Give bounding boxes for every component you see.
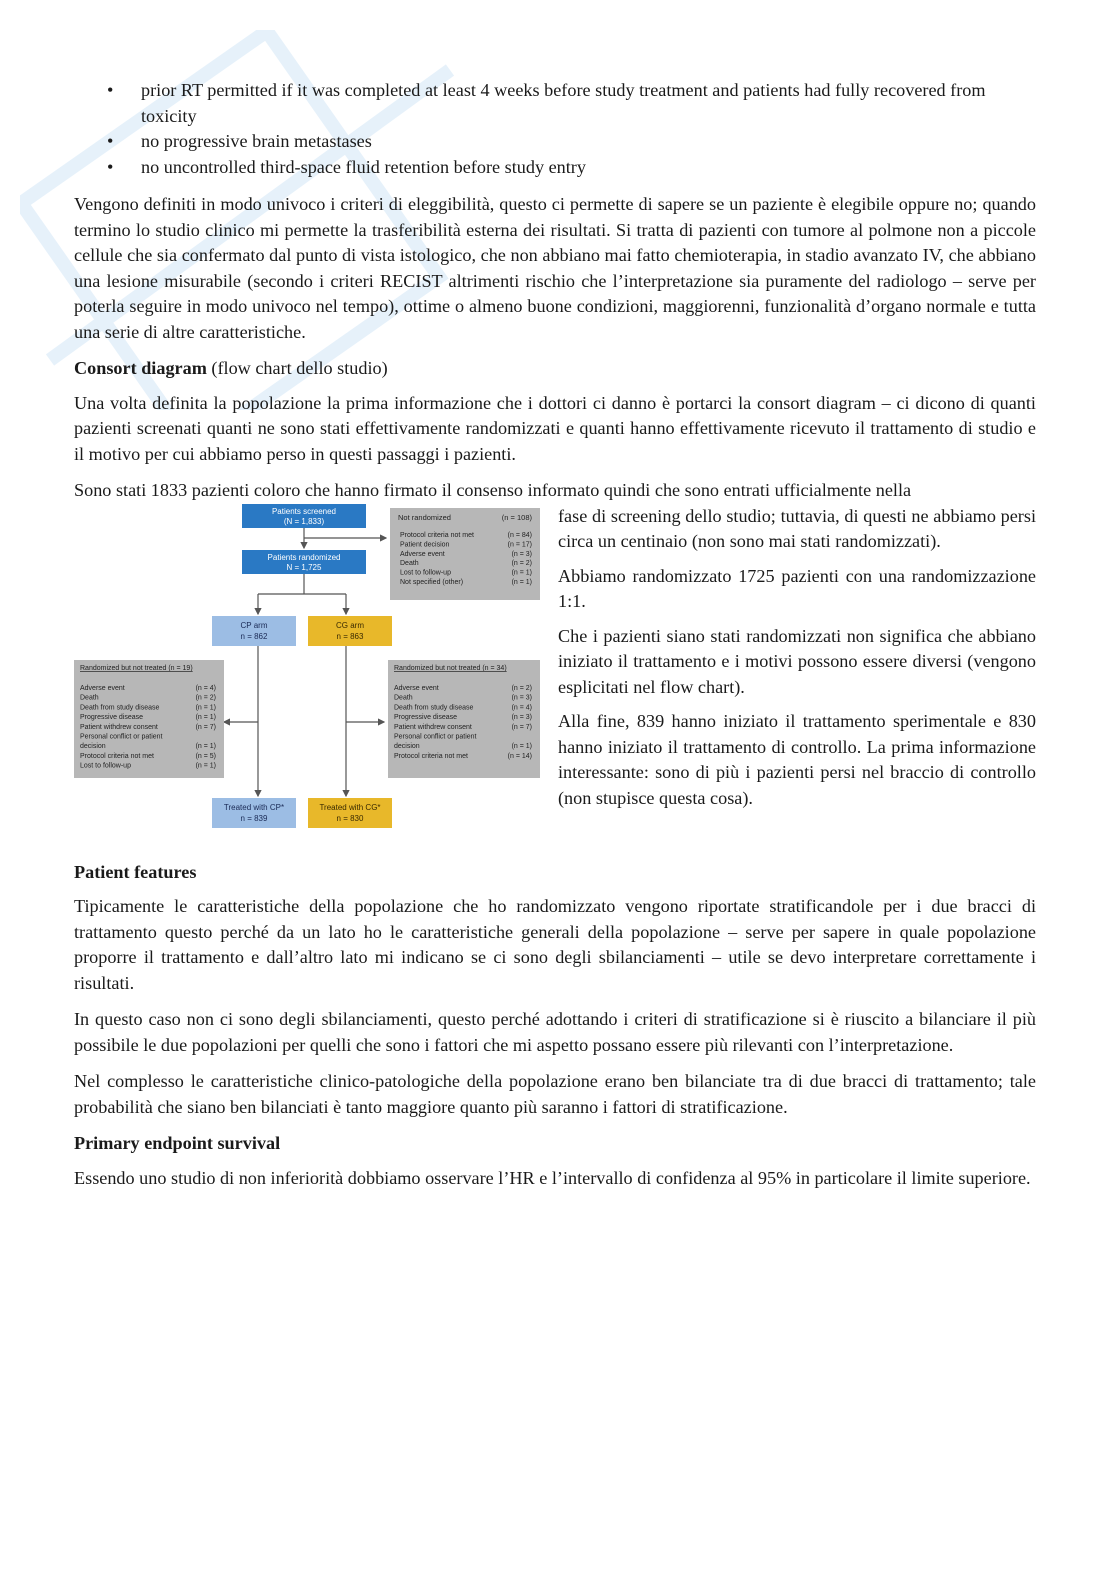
left-not-treated-row-label: Lost to follow-up [80,762,131,770]
left-not-treated-row-label: Protocol criteria not met [80,752,154,760]
endpoint-heading-text: Primary endpoint survival [74,1133,281,1153]
left-not-treated-row-label: Death from study disease [80,703,160,711]
list-item: • prior RT permitted if it was completed at least 4 weeks before study treatment and patients had fully recovered from toxicity [141,78,1036,129]
left-not-treated-row-label: Adverse event [80,684,125,692]
cp-arm-label: CP arm [240,620,268,630]
left-not-treated-row-count: (n = 4) [195,684,216,692]
right-not-treated-row-count: (n = 7) [511,723,532,731]
consort-heading-rest: (flow chart dello studio) [206,358,388,378]
left-not-treated-row-label: Death [80,694,99,702]
consort-heading-bold: Consort diagram [74,358,207,378]
not-randomized-row-count: (n = 17) [507,540,532,548]
right-not-treated-row-label: Personal conflict or patient [394,733,477,740]
consort-heading [74,356,1036,382]
right-not-treated-row-count: (n = 1) [511,742,532,750]
not-randomized-row-label: Protocol criteria not met [400,531,474,539]
right-not-treated-row-count: (n = 14) [507,752,532,760]
paragraph-reasons: Che i pazienti siano stati randomizzati non significa che abbiano iniziato il trattamento e i motivi possono essere diversi (vengono esplicitati nel flow chart). [558,625,1036,697]
document-page [74,78,1036,1202]
left-not-treated-row-label: decision [80,742,106,750]
left-not-treated-row-label: Patient withdrew consent [80,723,158,731]
endpoint-heading [74,1131,1036,1157]
paragraph-features-3: Nel complesso le caratteristiche clinico-patologiche della popolazione erano ben bilanciate tra di due bracci di trattamento; tale probabilità che siano ben bilanciati è tanto maggiore quanto più saranno i fattori di stratificazione. [74,1071,1036,1117]
randomized-count: N = 1,725 [286,562,322,572]
right-not-treated-row-count: (n = 3) [511,713,532,721]
list-item: • no uncontrolled third-space fluid retention before study entry [141,155,1036,181]
screened-label: Patients screened [271,506,337,516]
not-randomized-row-label: Lost to follow-up [400,569,451,577]
right-not-treated-row-label: Adverse event [394,684,439,692]
criteria-bullet-list [74,78,1036,180]
not-randomized-row-label: Not specified (other) [400,578,464,586]
right-not-treated-row-count: (n = 4) [511,703,532,711]
cg-arm-label: CG arm [336,620,364,630]
not-randomized-row-count: (n = 84) [507,531,532,539]
paragraph-randomized: Abbiamo randomizzato 1725 pazienti con una randomizzazione 1:1. [558,565,1036,611]
left-not-treated-row-count: (n = 1) [195,703,216,711]
paragraph-features-1: Tipicamente le caratteristiche della popolazione che ho randomizzato vengono riportate stratificandole per i due bracci di trattamento questo perché da un lato ho le caratteristiche generali della popolazione – serve per sapere in quale popolazione proporre il trattamento e dall’altro lato mi indicano se ci sono degli sbilanciamenti – utile se devo interpretare correttamente i risultati. [74,896,1036,993]
right-not-treated-row-label: decision [394,742,420,750]
not-randomized-row-count: (n = 3) [511,550,532,558]
right-not-treated-row-label: Patient withdrew consent [394,723,472,731]
treated-cp-count: n = 839 [240,813,268,823]
right-not-treated-row-label: Death [394,694,413,702]
consort-section [74,504,1036,860]
treated-cg-label: Treated with CG* [319,802,381,812]
not-randomized-row-label: Patient decision [400,540,450,548]
right-not-treated-row-count: (n = 2) [511,684,532,692]
left-not-treated-row-count: (n = 1) [195,713,216,721]
randomized-label: Patients randomized [267,552,341,562]
cg-arm-count: n = 863 [336,631,364,641]
right-not-treated-row-label: Protocol criteria not met [394,752,468,760]
paragraph-started: Alla fine, 839 hanno iniziato il trattamento sperimentale e 830 hanno iniziato il trattamento di controllo. La prima informazione interessante: sono di più i pazienti persi nel braccio di controllo (non stupisce questa cosa). [558,711,1036,808]
paragraph-1833-cont: fase di screening dello studio; tuttavia, di questi ne abbiamo persi circa un centinaio (non sono mai stati randomizzati). [558,505,1036,551]
not-randomized-count: (n = 108) [501,512,532,522]
features-heading-text: Patient features [74,861,197,882]
left-not-treated-row-count: (n = 2) [195,694,216,702]
paragraph-1833-start: Sono stati 1833 pazienti coloro che hanno firmato il consenso informato quindi che sono entrati ufficialmente nella [74,480,912,500]
not-randomized-row-count: (n = 1) [511,578,532,586]
left-not-treated-row-label: Personal conflict or patient [80,733,163,740]
left-not-treated-title: Randomized but not treated (n = 19) [80,664,193,672]
screened-count: (N = 1,833) [283,516,325,526]
not-randomized-row-count: (n = 1) [511,569,532,577]
not-randomized-row-count: (n = 2) [511,559,532,567]
cp-arm-count: n = 862 [240,631,268,641]
left-not-treated-row-count: (n = 1) [195,762,216,770]
list-item: • no progressive brain metastases [141,129,1036,155]
treated-cp-label: Treated with CP* [223,802,285,812]
left-not-treated-row-label: Progressive disease [80,713,144,721]
not-randomized-title: Not randomized [398,512,451,522]
left-not-treated-row-count: (n = 5) [195,752,216,760]
consort-flow-diagram [74,504,544,834]
right-not-treated-row-count: (n = 3) [511,694,532,702]
paragraph-eligibility: Vengono definiti in modo univoco i criteri di eleggibilità, questo ci permette di sapere se un paziente è elegibile oppure no; quando termino lo studio clinico mi permette la trasferibilità esterna dei risultati. Si tratta di pazienti con tumore al polmone non a piccole cellule che sia confermato dal punto di vista istologico, che non abbiano mai fatto chemioterapia, in stadio avanzato IV, che abbiano una lesione misurabile (secondo i criteri RECIST altrimenti rischio che l’interpretazione sia puramente del radiologo – serve per poterla seguire in modo univoco nel tempo), ottime o almeno buone condizioni, maggiorenni, funzionalità d’organo normale e tutta una serie di altre caratteristiche. [74,194,1036,342]
left-not-treated-row-count: (n = 1) [195,742,216,750]
paragraph-features-2: In questo caso non ci sono degli sbilanciamenti, questo perché adottando i criteri di stratificazione si è riuscito a bilanciare il più possibile le due popolazioni per quelli che sono i fattori che mi aspetto possano essere più rilevanti con l’interpretazione. [74,1009,1036,1055]
treated-cg-count: n = 830 [336,813,364,823]
right-not-treated-title: Randomized but not treated (n = 34) [394,664,507,672]
right-not-treated-row-label: Progressive disease [394,713,458,721]
not-randomized-row-label: Adverse event [400,550,445,558]
features-heading [74,860,1036,886]
left-not-treated-row-count: (n = 7) [195,723,216,731]
not-randomized-row-label: Death [400,559,419,567]
right-not-treated-row-label: Death from study disease [394,703,474,711]
paragraph-consort: Una volta definita la popolazione la prima informazione che i dottori ci danno è portarci la consort diagram – ci dicono di quanti pazienti screenati quanti ne sono stati effettivamente randomizzati e quanti hanno effettivamente ricevuto il trattamento di studio e il motivo per cui abbiamo perso in questi passaggi i pazienti. [74,392,1036,464]
consort-side-text [558,504,1036,821]
paragraph-endpoint: Essendo uno studio di non inferiorità dobbiamo osservare l’HR e l’intervallo di confidenza al 95% in particolare il limite superiore. [74,1167,1031,1188]
